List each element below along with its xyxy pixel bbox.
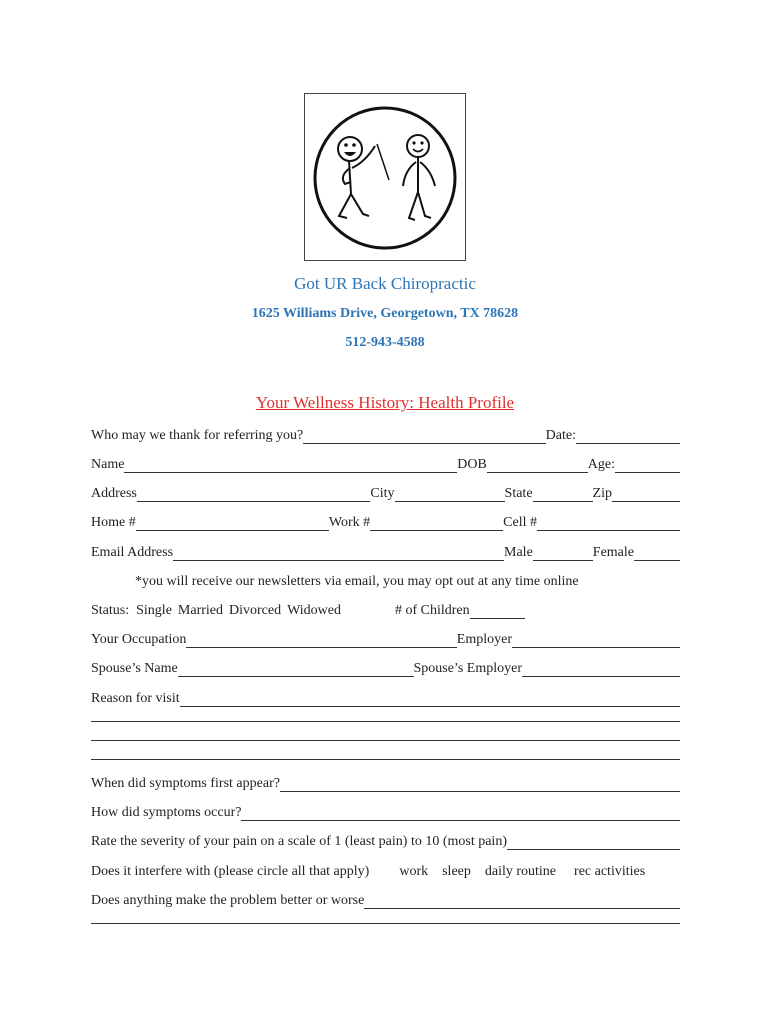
interfere-option-daily-routine[interactable]: daily routine [484, 864, 557, 879]
severity-row [91, 830, 680, 850]
dob-label: DOB [457, 457, 487, 472]
employer-field[interactable] [512, 633, 680, 648]
spouse-employer-field[interactable] [522, 662, 680, 677]
referral-label: Who may we thank for referring you? [91, 428, 304, 443]
newsletter-note-row [135, 570, 680, 590]
work-phone-field[interactable] [370, 516, 503, 531]
clinic-address: 1625 Williams Drive, Georgetown, TX 78628 [251, 306, 519, 321]
zip-label: Zip [592, 486, 612, 501]
city-label: City [370, 486, 395, 501]
status-option-widowed[interactable]: Widowed [287, 603, 341, 618]
address-field[interactable] [137, 487, 371, 502]
email-field[interactable] [173, 546, 504, 561]
form-title: Your Wellness History: Health Profile [255, 393, 515, 412]
occupation-field[interactable] [186, 633, 456, 648]
clinic-name: Got UR Back Chiropractic [294, 274, 476, 293]
better-worse-line-2[interactable] [91, 923, 680, 924]
female-label: Female [592, 545, 634, 560]
work-phone-label: Work # [328, 515, 371, 530]
employer-label: Employer [456, 632, 512, 647]
interfere-label: Does it interfere with (please circle all that apply) [91, 864, 370, 879]
date-label: Date: [545, 428, 576, 443]
spouse-name-field[interactable] [178, 662, 414, 677]
children-field[interactable] [470, 604, 525, 619]
symptoms-appear-field[interactable] [280, 777, 680, 792]
age-label: Age: [587, 457, 615, 472]
interfere-option-rec-activities[interactable]: rec activities [574, 864, 646, 879]
zip-field[interactable] [612, 487, 680, 502]
reason-line-4[interactable] [91, 759, 680, 760]
status-label: Status: [91, 603, 130, 618]
better-worse-row [91, 889, 680, 909]
status-option-single[interactable]: Single [136, 603, 172, 618]
reason-label: Reason for visit [91, 691, 180, 706]
better-worse-field[interactable] [364, 894, 680, 909]
interfere-option-work[interactable]: work [399, 864, 429, 879]
cell-phone-label: Cell # [503, 515, 537, 530]
severity-label: Rate the severity of your pain on a scale of 1 (least pain) to 10 (most pain) [91, 834, 507, 849]
interfere-row [91, 860, 680, 880]
children-label: # of Children [394, 603, 470, 618]
date-field[interactable] [576, 429, 680, 444]
name-label: Name [91, 457, 125, 472]
symptoms-occur-field[interactable] [241, 806, 680, 821]
state-label: State [504, 486, 533, 501]
home-phone-field[interactable] [136, 516, 329, 531]
clinic-logo [304, 93, 466, 261]
newsletter-note: *you will receive our newsletters via email, you may opt out at any time online [135, 574, 579, 589]
dob-field[interactable] [487, 458, 588, 473]
female-field[interactable] [634, 546, 680, 561]
status-row [91, 599, 680, 619]
symptoms-appear-label: When did symptoms first appear? [91, 776, 280, 791]
male-label: Male [504, 545, 533, 560]
age-field[interactable] [615, 458, 680, 473]
symptoms-occur-row [91, 801, 680, 821]
referral-row [91, 424, 680, 444]
name-row [91, 453, 680, 473]
address-row [91, 482, 680, 502]
better-worse-label: Does anything make the problem better or worse [91, 893, 365, 908]
severity-field[interactable] [507, 835, 680, 850]
reason-field[interactable] [180, 692, 680, 707]
occupation-row [91, 628, 680, 648]
spouse-name-label: Spouse’s Name [91, 661, 178, 676]
reason-line-2[interactable] [91, 721, 680, 722]
city-field[interactable] [395, 487, 505, 502]
symptoms-occur-label: How did symptoms occur? [91, 805, 242, 820]
clinic-phone: 512-943-4588 [345, 335, 425, 350]
reason-row [91, 687, 680, 707]
male-field[interactable] [533, 546, 593, 561]
occupation-label: Your Occupation [91, 632, 187, 647]
reason-line-3[interactable] [91, 740, 680, 741]
phone-row [91, 511, 680, 531]
state-field[interactable] [533, 487, 593, 502]
address-label: Address [91, 486, 137, 501]
email-label: Email Address [91, 545, 174, 560]
spouse-row [91, 657, 680, 677]
name-field[interactable] [124, 458, 457, 473]
home-phone-label: Home # [91, 515, 136, 530]
cell-phone-field[interactable] [537, 516, 680, 531]
referral-field[interactable] [303, 429, 545, 444]
spouse-employer-label: Spouse’s Employer [413, 661, 522, 676]
email-row [91, 541, 680, 561]
symptoms-appear-row [91, 772, 680, 792]
status-option-divorced[interactable]: Divorced [229, 603, 282, 618]
status-option-married[interactable]: Married [177, 603, 223, 618]
interfere-option-sleep[interactable]: sleep [442, 864, 471, 879]
stick-figures-logo-icon [305, 94, 465, 260]
